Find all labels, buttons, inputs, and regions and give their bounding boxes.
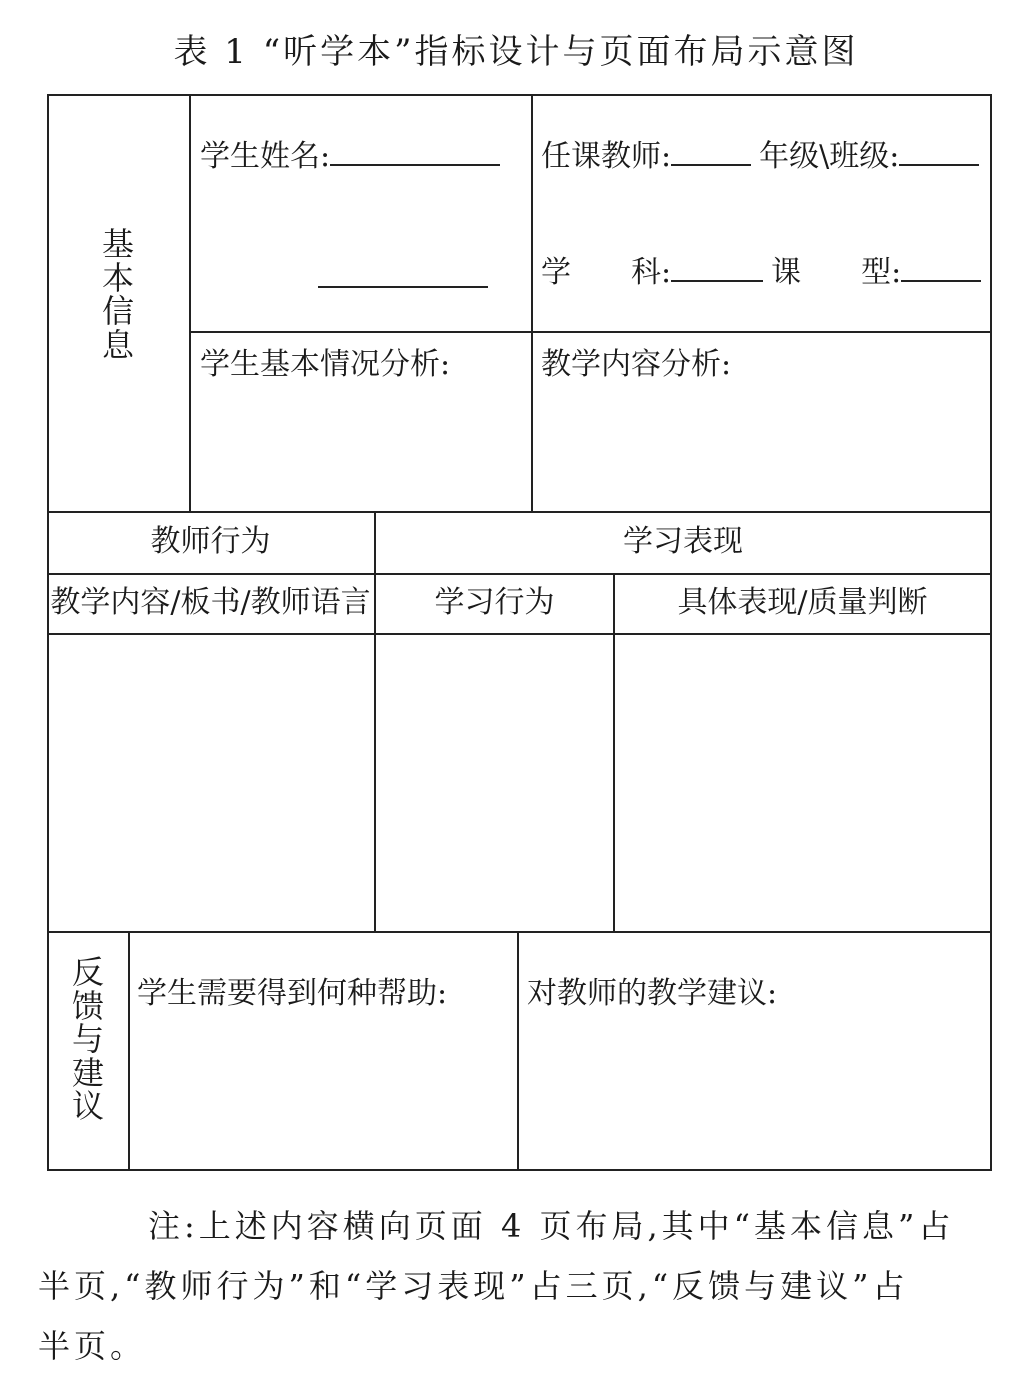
feedback-label: 反 馈 与 建 议 xyxy=(71,953,104,1126)
teacher-blank[interactable] xyxy=(671,138,751,166)
footnote-line-2: 半页,“教师行为”和“学习表现”占三页,“反馈与建议”占 xyxy=(38,1267,909,1305)
student-name-field xyxy=(200,138,500,175)
column-header-behavior: 学习行为 xyxy=(434,585,555,620)
footnote-line-3: 半页。 xyxy=(38,1327,147,1365)
divider xyxy=(189,331,992,333)
behavior-notes-area[interactable] xyxy=(376,635,613,931)
student-name-label: 学生姓名: xyxy=(200,139,331,174)
lesson-type-label: 课 型: xyxy=(771,255,902,290)
judgment-notes-area[interactable] xyxy=(615,635,990,931)
basic-info-label: 基 本 信 息 xyxy=(101,225,134,364)
footnote-line-1: 注:上述内容横向页面 4 页布局,其中“基本信息”占 xyxy=(148,1207,955,1245)
content-analysis-label: 教学内容分析: xyxy=(541,347,732,382)
observation-form xyxy=(47,94,992,1171)
divider xyxy=(189,94,191,512)
teacher-grade-fields xyxy=(541,138,979,175)
teacher-behavior-header: 教师行为 xyxy=(150,524,271,559)
teacher-label: 任课教师: xyxy=(541,139,672,174)
grade-class-label: 年级\班级: xyxy=(759,139,900,174)
column-header-content: 教学内容/板书/教师语言 xyxy=(50,585,371,620)
grade-class-blank[interactable] xyxy=(899,138,979,166)
student-name-extra-field xyxy=(318,260,488,297)
help-needed-label: 学生需要得到何种帮助: xyxy=(137,976,448,1011)
divider xyxy=(517,932,519,1170)
divider xyxy=(531,94,533,512)
column-header-judgment: 具体表现/质量判断 xyxy=(677,585,928,620)
student-analysis-label: 学生基本情况分析: xyxy=(200,347,451,382)
table-title: 表 1 “听学本”指标设计与页面布局示意图 xyxy=(173,32,859,72)
student-name-blank[interactable] xyxy=(330,138,500,166)
learning-performance-header: 学习表现 xyxy=(623,524,743,559)
divider xyxy=(47,573,992,575)
lesson-type-blank[interactable] xyxy=(901,254,981,282)
teaching-suggestion-label: 对教师的教学建议: xyxy=(527,976,778,1011)
divider xyxy=(47,511,992,513)
subject-type-fields xyxy=(541,254,981,291)
subject-blank[interactable] xyxy=(671,254,763,282)
divider xyxy=(128,932,130,1170)
subject-label: 学 科: xyxy=(541,255,672,290)
border-bottom xyxy=(47,1169,992,1171)
student-name-blank-2[interactable] xyxy=(318,260,488,288)
footnote xyxy=(38,1196,996,1376)
content-notes-area[interactable] xyxy=(49,635,374,931)
divider xyxy=(47,931,992,933)
